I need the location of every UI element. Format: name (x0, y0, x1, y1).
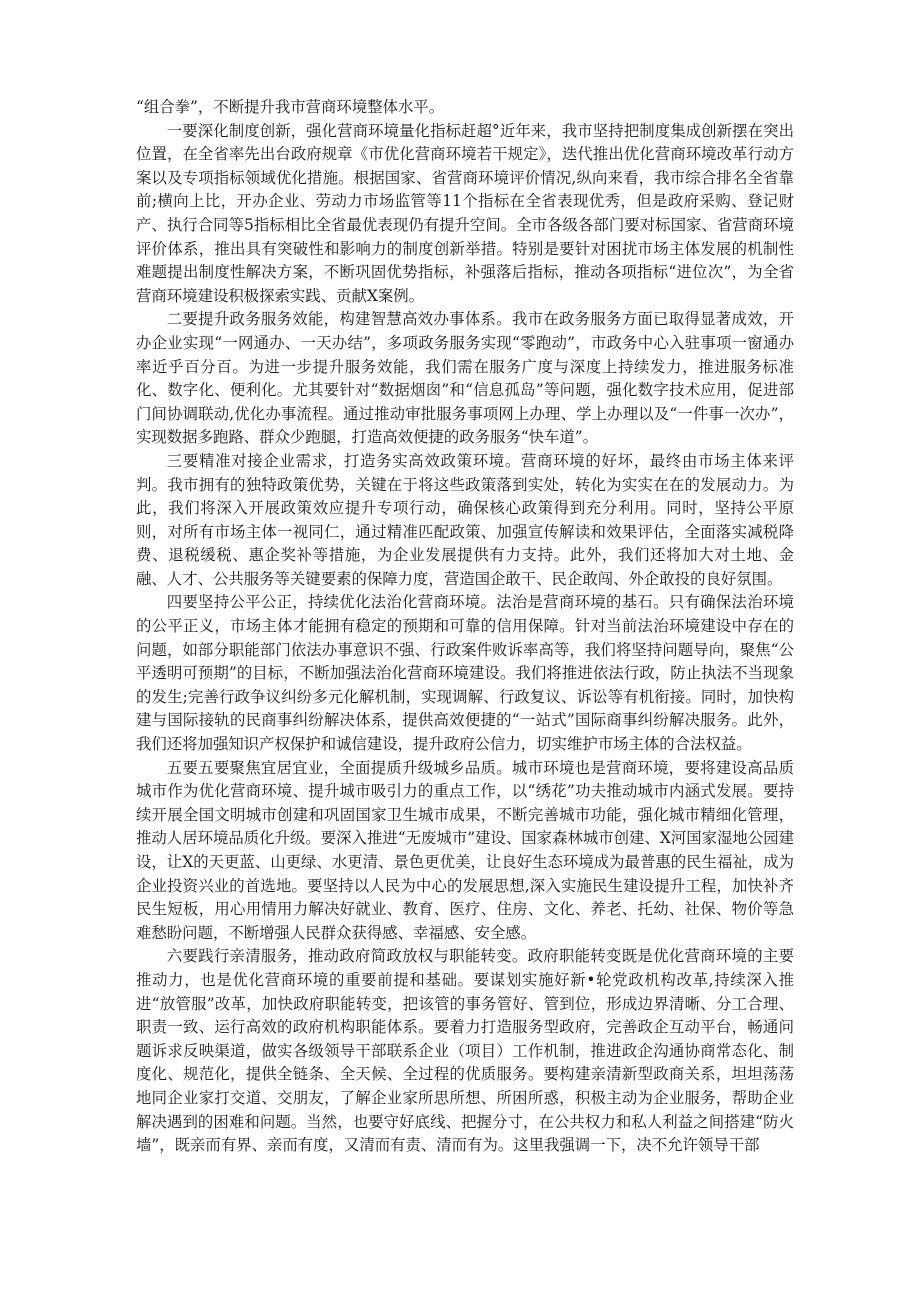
paragraph-government-reform: 六要践行亲清服务，推动政府简政放权与职能转变。政府职能转变既是优化营商环境的主要推动力，也是优化营商环境的重要前提和基础。要谋划实施好新•轮党政机构改革,持续深入推进“放管服”改革，加快政府职能转变，把该管的事务管好、管到位，形成边界清晰、分工合理、职责一致、运行高效的政府机构职能体系。要着力打造服务型政府，完善政企互动平台，畅通问题诉求反映渠道，做实各级领导干部联系企业（项目）工作机制，推进政企沟通协商常态化、制度化、规范化，提供全链条、全天候、全过程的优质服务。要构建亲清新型政商关系，坦坦荡荡地同企业家打交道、交朋友，了解企业家所思所想、所困所惑，积极主动为企业服务，帮助企业解决遇到的困难和问题。当然，也要守好底线、把握分寸，在公共权力和私人利益之间搭建“防火墙”，既亲而有界、亲而有度，又清而有责、清而有为。这里我强调一下，决不允许领导干部 (136, 947, 794, 1155)
paragraph-livable-city: 五要五要聚焦宜居宜业，全面提质升级城乡品质。城市环境也是营商环境，要将建设高品质城市作为优化营商环境、提升城市吸引力的重点工作，以“绣花”功夫推动城市内涵式发展。要持续开展全国文明城市创建和巩固国家卫生城市成果，不断完善城市功能，强化城市精细化管理，推动人居环境品质化升级。要深入推进“无废城市”建设、国家森林城市创建、X河国家湿地公园建设，让X的天更蓝、山更绿、水更清、景色更优美，让良好生态环境成为最普惠的民生福祉，成为企业投资兴业的首选地。要坚持以人民为中心的发展思想,深入实施民生建设提升工程，加快补齐民生短板，用心用情用力解决好就业、教育、医疗、住房、文化、养老、托幼、社保、物价等急难愁盼问题，不断增强人民群众获得感、幸福感、安全感。 (136, 758, 794, 942)
paragraph-rule-of-law: 四要坚持公平公正，持续优化法治化营商环境。法治是营商环境的基石。只有确保法治环境的公平正义，市场主体才能拥有稳定的预期和可靠的信用保障。针对当前法治环境建设中存在的问题，如部分职能部门依法办事意识不强、行政案件败诉率高等，我们将坚持问题导向，聚焦“公平透明可预期”的目标，不断加强法治化营商环境建设。我们将推进依法行政，防止执法不当现象的发生;完善行政争议纠纷多元化解机制，实现调解、行政复议、诉讼等有机衔接。同时，加快构建与国际接轨的民商事纠纷解决体系，提供高效便捷的“一站式”国际商事纠纷解决服务。此外，我们还将加强知识产权保护和诚信建设，提升政府公信力，切实维护市场主体的合法权益。 (136, 593, 794, 754)
document-page (136, 96, 794, 1158)
paragraph-enterprise-needs: 三要精准对接企业需求，打造务实高效政策环境。营商环境的好坏，最终由市场主体来评判。我市拥有的独特政策优势，关键在于将这些政策落到实处，转化为实实在在的发展动力。为此，我们将深入开展政策效应提升专项行动，确保核心政策得到充分利用。同时，坚持公平原则，对所有市场主体一视同仁，通过精准匹配政策、加强宣传解读和效果评估，全面落实减税降费、退税缓税、惠企奖补等措施，为企业发展提供有力支持。此外，我们还将加大对土地、金融、人才、公共服务等关键要素的保障力度，营造国企敢干、民企敢闯、外企敢投的良好氛围。 (136, 451, 794, 588)
paragraph-continuation: “组合拳”，不断提升我市营商环境整体水平。 (136, 98, 445, 116)
paragraph-government-services: 二要提升政务服务效能，构建智慧高效办事体系。我市在政务服务方面已取得显著成效，开办企业实现“一网通办、一天办结”，多项政务服务实现“零跑动”，市政务中心入驻事项一窗通办率近乎百分百。为进一步提升服务效能，我们需在服务广度与深度上持续发力，推进服务标准化、数字化、便利化。尤其要针对“数据烟囱”和“信息孤岛”等问题，强化数字技术应用，促进部门间协调联动,优化办事流程。通过推动审批服务事项网上办理、学上办理以及“一件事一次办”，实现数据多跑路、群众少跑腿，打造高效便捷的政务服务“快车道”。 (136, 310, 794, 447)
paragraph-institutional-innovation: 一要深化制度创新，强化营商环境量化指标赶超°近年来，我市坚持把制度集成创新摆在突出位置，在全省率先出台政府规章《市优化营商环境若干规定》，迭代推出优化营商环境改革行动方案以及专项指标领域优化措施。根据国家、省营商环境评价情况,纵向来看，我市综合排名全省靠前;横向上比，开办企业、劳动力市场监管等11个指标在全省表现优秀，但是政府采购、登记财产、执行合同等5指标相比全省最优表现仍有提升空间。全市各级各部门要对标国家、省营商环境评价体系，推出具有突破性和影响力的制度创新举措。特别是要针对困扰市场主体发展的机制性难题提出制度性解决方案，不断巩固优势指标，补强落后指标，推动各项指标“进位次”，为全省营商环境建设积极探索实践、贡献X案例。 (136, 121, 794, 305)
